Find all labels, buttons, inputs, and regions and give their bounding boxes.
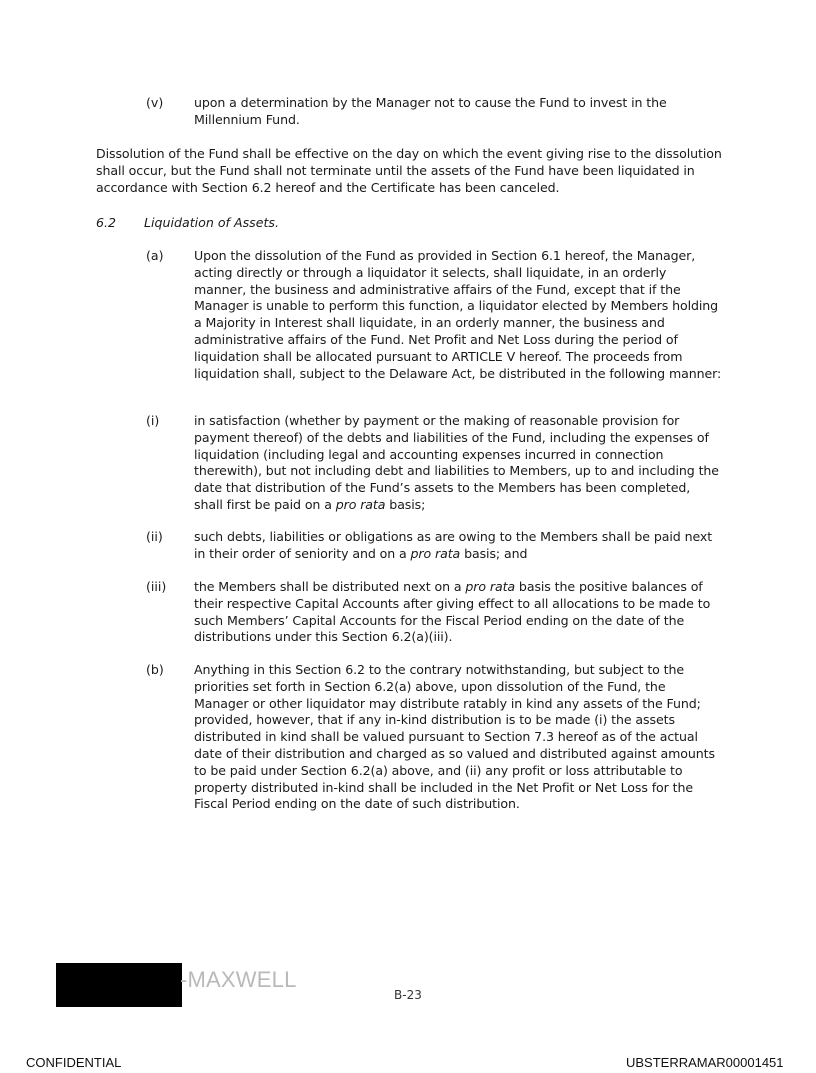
subclause-ii-pro-rata: pro rata [410,545,461,561]
clause-b-label: (b) [146,662,164,677]
subclause-i-text [194,413,722,514]
subclause-iii-text [194,579,722,646]
page-number: B-23 [394,988,422,1002]
subclause-iii-label: (iii) [146,579,167,594]
bates-number: UBSTERRAMAR00001451 [626,1055,784,1070]
watermark-text: -MAXWELL [180,967,297,992]
subclause-i-label: (i) [146,413,160,428]
item-v-text: upon a determination by the Manager not to cause the Fund to invest in the Millennium Fund. [194,95,667,127]
dissolution-paragraph: Dissolution of the Fund shall be effective on the day on which the event giving rise to the dissolution shall occur, but the Fund shall not terminate until the assets of the Fund have been liquidated in accordance with Section 6.2 hereof and the Certificate has been canceled. [96,146,722,195]
subclause-ii-text-before: such debts, liabilities or obligations as are owing to the Members shall be paid next in their order of seniority and on a [194,529,713,561]
item-v-label: (v) [146,95,164,110]
subclause-iii-text-before: the Members shall be distributed next on a [194,579,466,594]
section-title: Liquidation of Assets. [144,215,279,230]
clause-b-text: Anything in this Section 6.2 to the contrary notwithstanding, but subject to the priorities set forth in Section 6.2(a) above, upon dissolution of the Fund, the Manager or other liquidator may distribute ratably in kind any assets of the Fund; provided, however, that if any in-kind distribution is to be made (i) the assets distributed in kind shall be valued pursuant to Section 7.3 hereof as of the actual date of their distribution and charged as so valued and distributed against amounts to be paid under Section 6.2(a) above, and (ii) any profit or loss attributable to property distributed in-kind shall be included in the Net Profit or Net Loss for the Fiscal Period ending on the date of such distribution. [194,662,715,812]
redaction-box [56,963,182,1007]
subclause-i-text-after: basis; [385,496,426,512]
section-number: 6.2 [96,215,117,230]
clause-a-text: Upon the dissolution of the Fund as provided in Section 6.1 hereof, the Manager, acting directly or through a liquidator it selects, shall liquidate, in an orderly manner, the business and administrative affairs of the Fund, except that if the Manager is unable to perform this function, a liquidator elected by Members holding a Majority in Interest shall liquidate, in an orderly manner, the business and administrative affairs of the Fund. Net Profit and Net Loss during the period of liquidation shall be allocated pursuant to ARTICLE V hereof. The proceeds from liquidation shall, subject to the Delaware Act, be distributed in the following manner: [194,248,722,381]
confidential-label: CONFIDENTIAL [26,1055,122,1070]
subclause-ii-text [194,529,722,563]
subclause-i-pro-rata: pro rata [335,496,386,512]
clause-a-label: (a) [146,248,164,263]
subclause-ii-label: (ii) [146,529,163,544]
subclause-i-text-before: in satisfaction (whether by payment or the making of reasonable provision for payment thereof) of the debts and liabilities of the Fund, including the expenses of liquidation (including legal and accounting expenses incurred in connection therewith), but not including debt and liabilities to Members, up to and including the date that distribution of the Fund’s assets to the Members has been completed, shall first be paid on a [194,413,719,512]
subclause-iii-text-after: basis the positive balances of their respective Capital Accounts after giving effect to all allocations to be made to such Members’ Capital Accounts for the Fiscal Period ending on the date of the distributions under this Section 6.2(a)(iii). [194,579,711,645]
subclause-ii-text-after: basis; and [460,545,528,561]
subclause-iii-pro-rata: pro rata [465,579,516,594]
